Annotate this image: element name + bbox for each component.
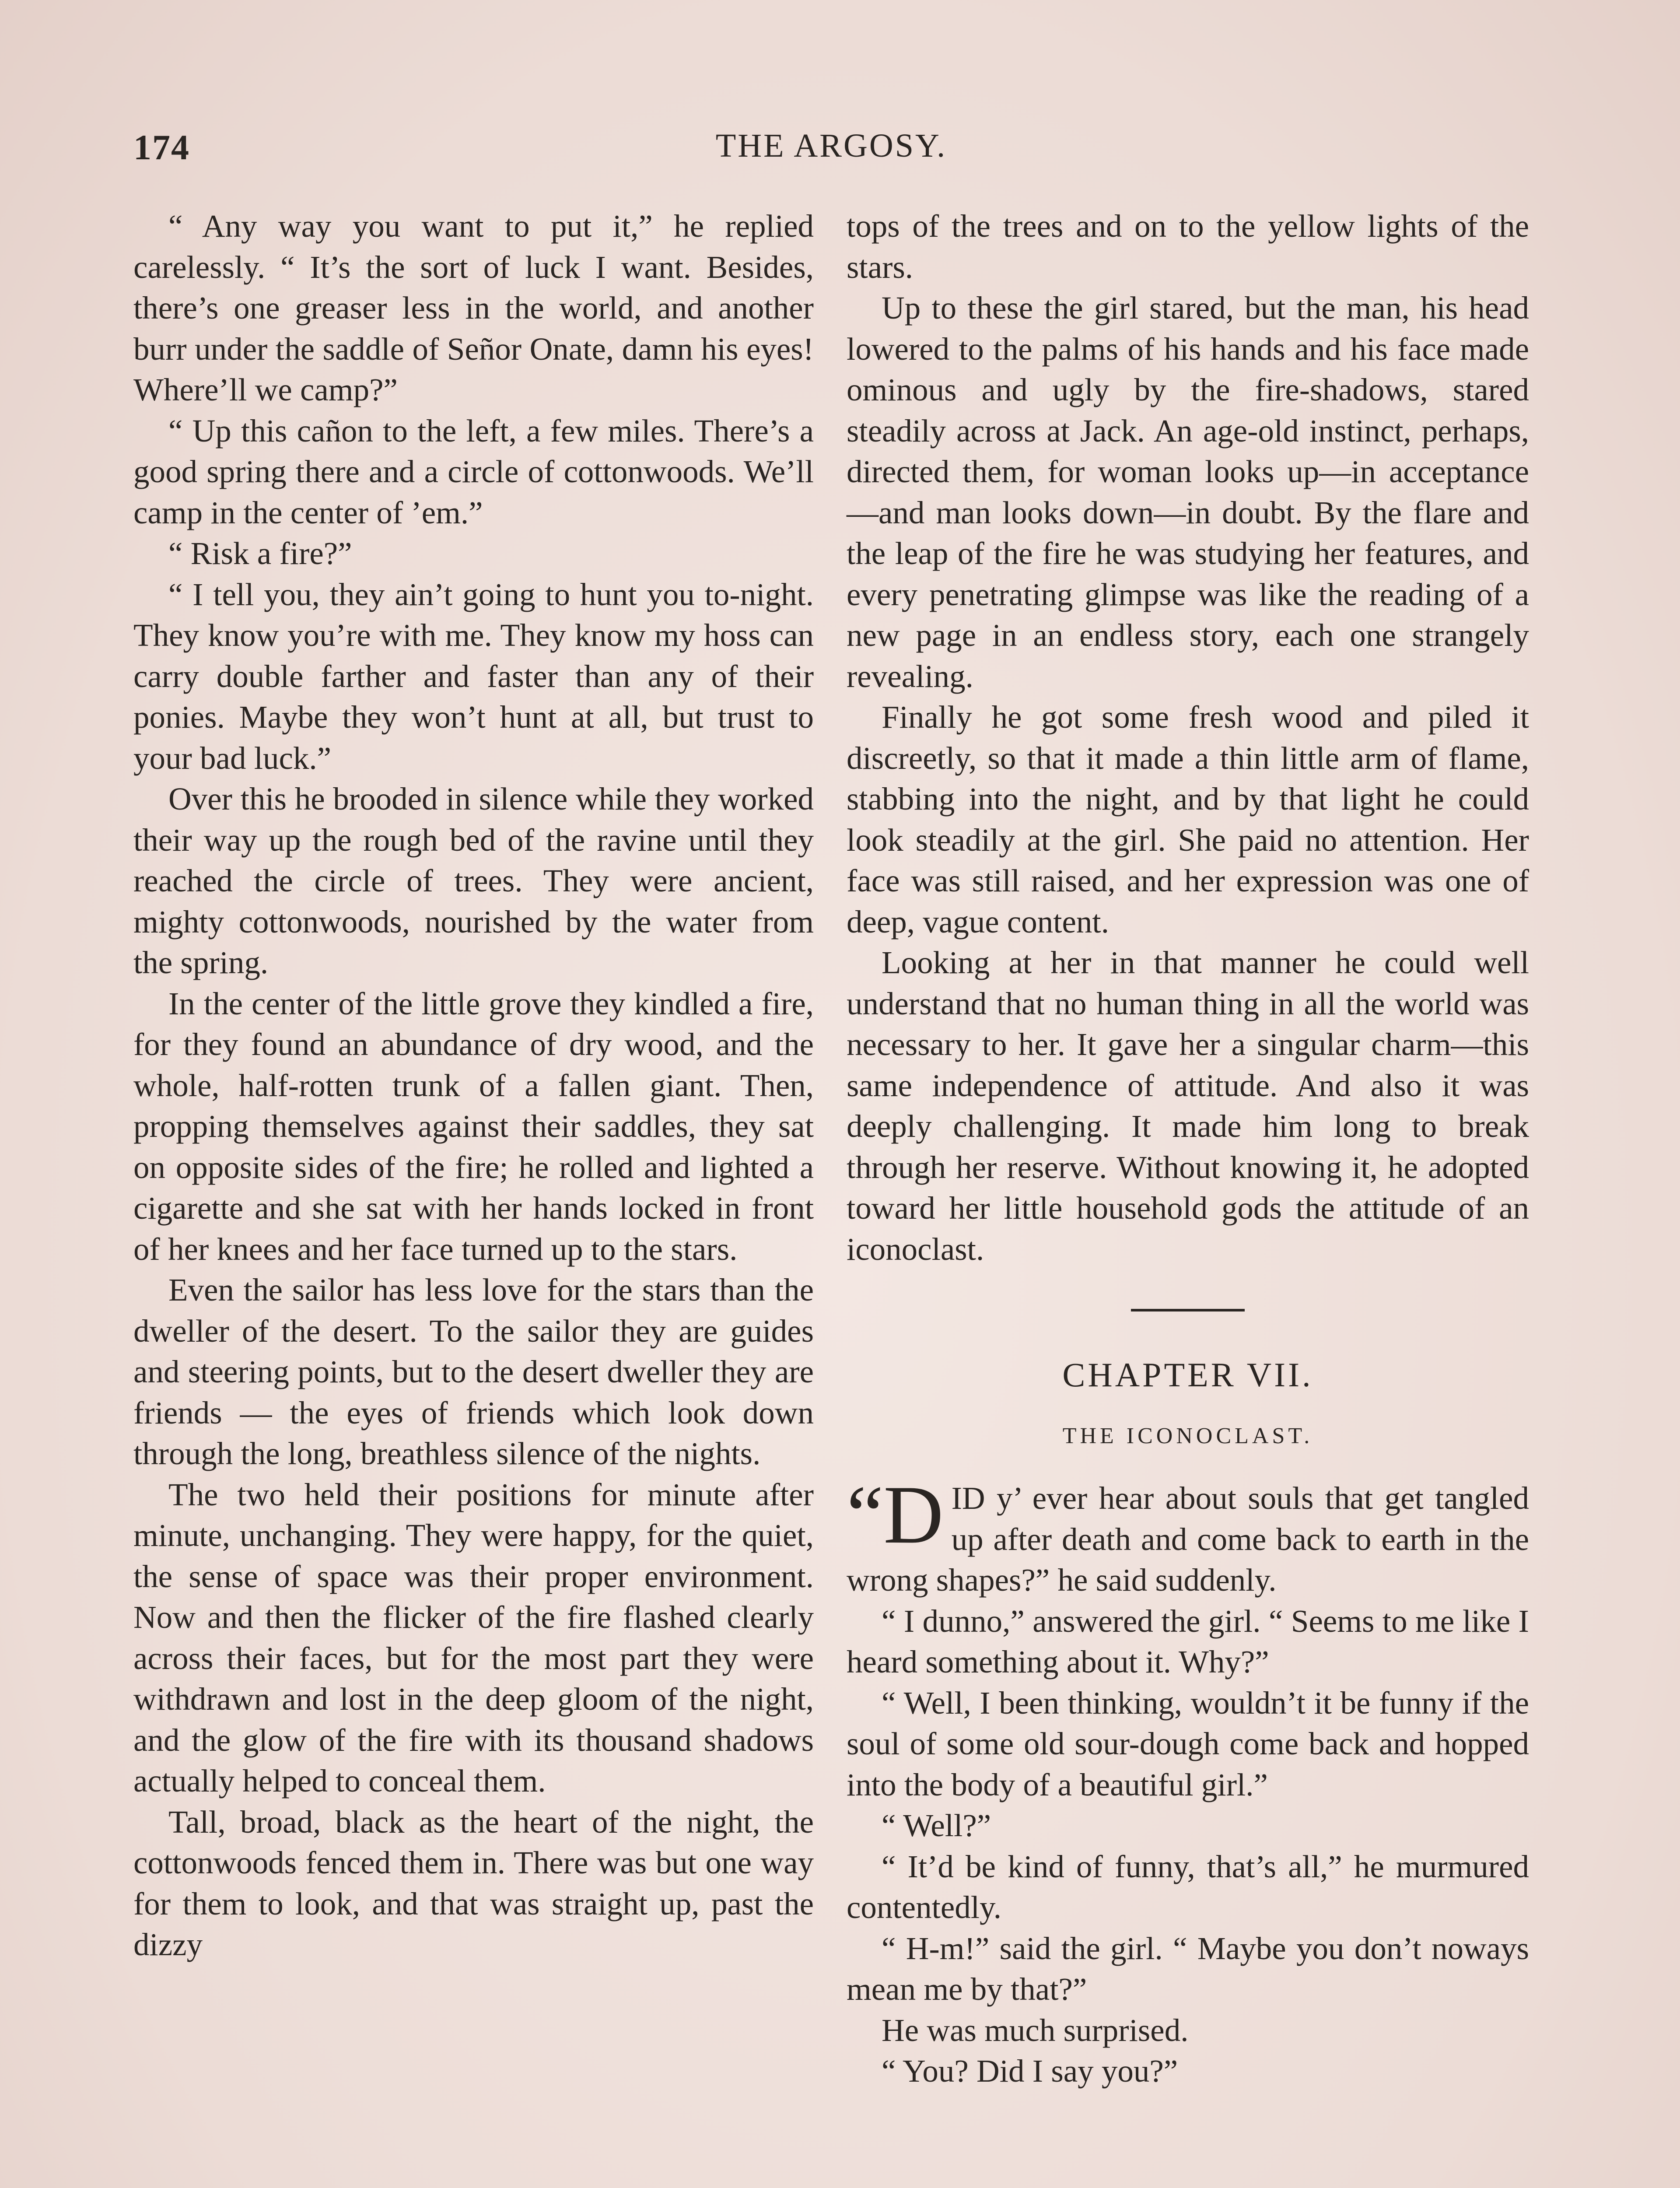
paragraph: Looking at her in that manner he could well understand that no human thing in all the world was necessary to her. It gave her a singular charm—this same independence of attitude. And also it was deeply challenging. It made him long to break through her reserve. Without knowing it, he adopted toward her little household gods the attitude of an iconoclast. xyxy=(847,945,1529,1267)
paragraph-continued: tops of the trees and on to the yellow lights of the stars. xyxy=(847,208,1529,285)
paragraph: “ Up this cañon to the left, a few miles. There’s a good spring there and a circle of cottonwoods. We’ll camp in the center of ’em.” xyxy=(133,413,814,530)
paragraph: “ I dunno,” answered the girl. “ Seems to me like I heard something about it. Why?” xyxy=(847,1603,1529,1680)
paragraph: “ It’d be kind of funny, that’s all,” he murmured contentedly. xyxy=(847,1848,1529,1925)
chapter-opening-paragraph xyxy=(847,1469,1529,1601)
paragraph: “ You? Did I say you?” xyxy=(882,2053,1178,2089)
right-column xyxy=(847,206,1529,2092)
paragraph: Even the sailor has less love for the stars than the dweller of the desert. To the sailor they are guides and steering points, but to the desert dweller they are friends — the eyes of friends which look down through the long, breathless silence of the nights. xyxy=(133,1272,814,1471)
paragraph: “ Well?” xyxy=(882,1808,991,1843)
section-divider xyxy=(1131,1309,1245,1311)
page-number: 174 xyxy=(133,127,190,167)
left-column xyxy=(133,206,814,1965)
chapter-subtitle: THE ICONOCLAST. xyxy=(1062,1424,1313,1448)
page-header xyxy=(133,127,1529,179)
paragraph: “ H-m!” said the girl. “ Maybe you don’t noways mean me by that?” xyxy=(847,1930,1529,2007)
paragraph: “ Any way you want to put it,” he replied carelessly. “ It’s the sort of luck I want. Besides, there’s one greaser less in the world, and another burr under the saddle of Señor Onate, damn his eyes! Where’ll we camp?” xyxy=(133,208,814,407)
paragraph: “ Well, I been thinking, wouldn’t it be funny if the soul of some old sour-dough come back and hopped into the body of a beautiful girl.” xyxy=(847,1685,1529,1802)
paragraph: “ Risk a fire?” xyxy=(168,536,352,571)
drop-cap xyxy=(847,1469,944,1561)
paragraph: He was much surprised. xyxy=(882,2012,1189,2048)
paragraph: “ I tell you, they ain’t going to hunt you to-night. They know you’re with me. They know my hoss can carry double farther and faster than any of their ponies. Maybe they won’t hunt at all, but trust to your bad luck.” xyxy=(133,576,814,776)
paragraph: Up to these the girl stared, but the man, his head lowered to the palms of his hands and his face made ominous and ugly by the fire-shadows, stared steadily across at Jack. An age-old instinct, perhaps, directed them, for woman looks up—in acceptance—and man looks down—in doubt. By the flare and the leap of the fire he was studying her features, and every penetrating glimpse was like the reading of a new page in an endless story, each one strangely revealing. xyxy=(847,290,1529,694)
paragraph: Tall, broad, black as the heart of the night, the cottonwoods fenced them in. There was but one way for them to look, and that was straight up, past the dizzy xyxy=(133,1804,814,1962)
paragraph: Finally he got some fresh wood and piled it discreetly, so that it made a thin little arm of flame, stabbing into the night, and by that light he could look steadily at the girl. She paid no attention. Her face was still raised, and her expression was one of deep, vague content. xyxy=(847,699,1529,940)
chapter-title: CHAPTER VII. xyxy=(1062,1356,1313,1394)
paragraph: The two held their positions for minute after minute, unchanging. They were happy, for the quiet, the sense of space was their proper environment. Now and then the flicker of the fire flashed clearly across their faces, but for the most part they were withdrawn and lost in the deep gloom of the night, and the glow of the fire with its thousand shadows actually helped to conceal them. xyxy=(133,1476,814,1799)
paragraph: Over this he brooded in silence while they worked their way up the rough bed of the ravine until they reached the circle of trees. They were ancient, mighty cottonwoods, nourished by the water from the spring. xyxy=(133,781,814,980)
running-head: THE ARGOSY. xyxy=(715,127,947,164)
drop-cap-letter: D xyxy=(883,1469,944,1561)
opening-text: ID y’ ever hear about souls that get tangled up after death and come back to earth in the wrong shapes?” he said suddenly. xyxy=(847,1480,1529,1598)
paragraph: In the center of the little grove they kindled a fire, for they found an abundance of dry wood, and the whole, half-rotten trunk of a fallen giant. Then, propping themselves against their saddles, they sat on opposite sides of the fire; he rolled and lighted a cigarette and she sat with her hands locked in front of her knees and her face turned up to the stars. xyxy=(133,985,814,1267)
drop-cap-quote: “ xyxy=(847,1469,884,1561)
